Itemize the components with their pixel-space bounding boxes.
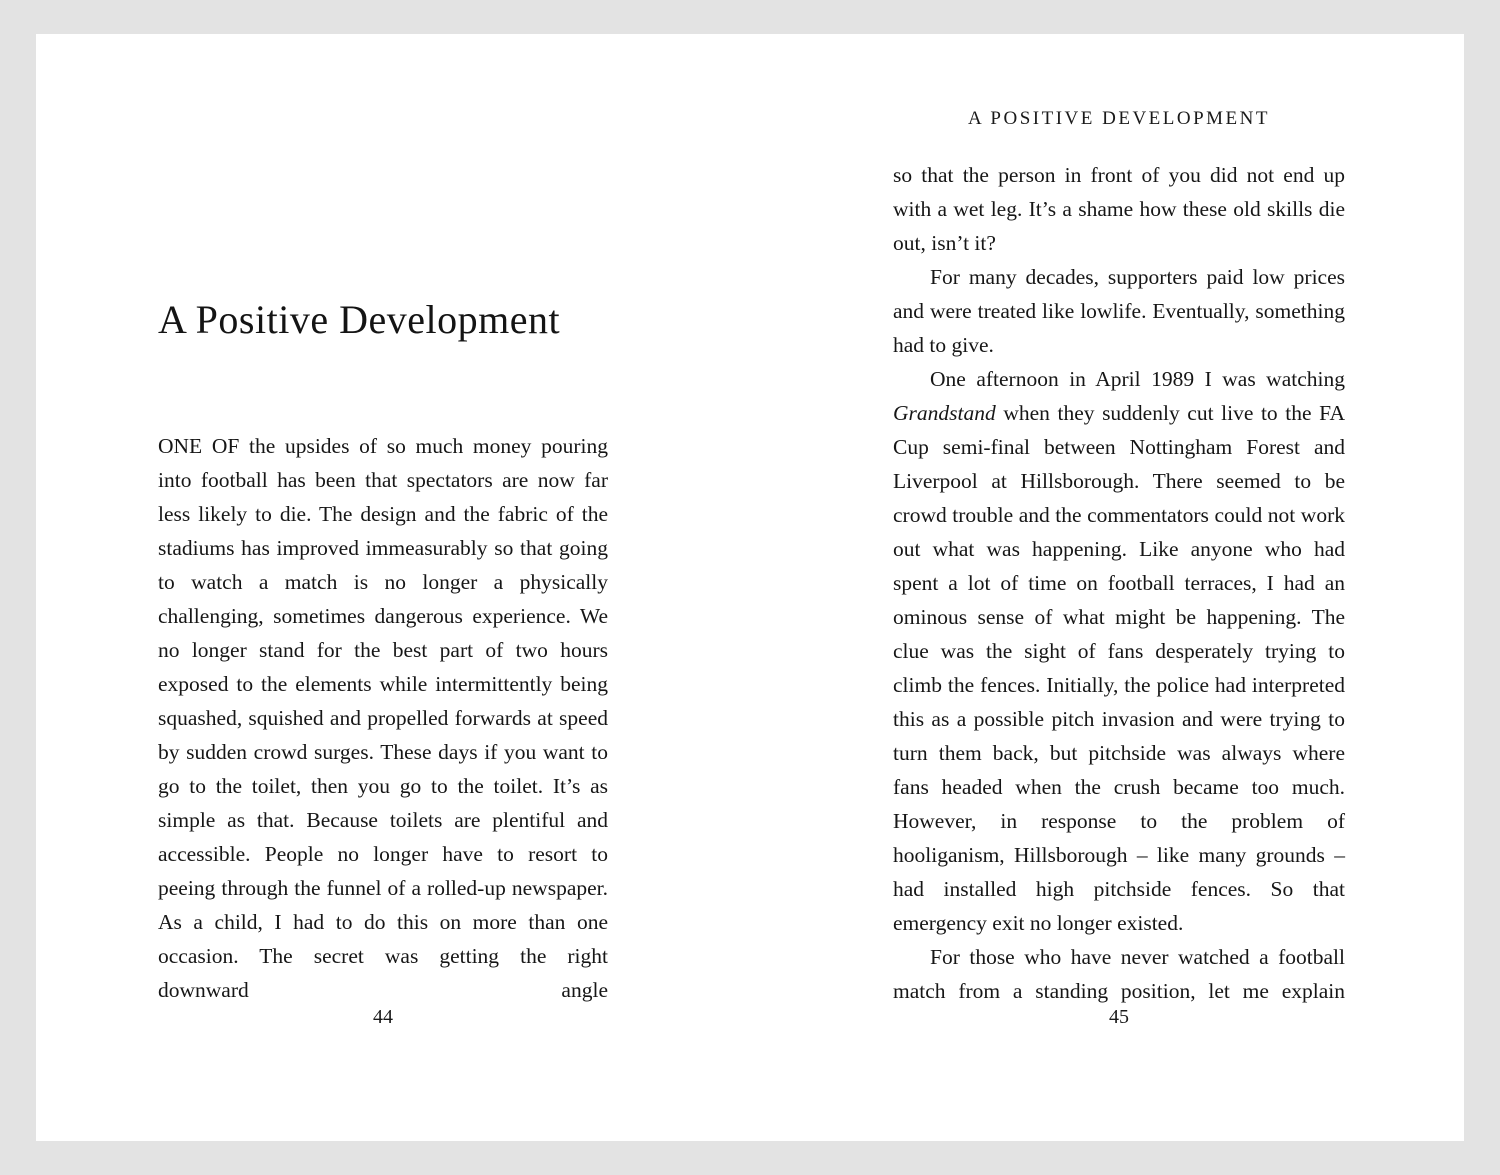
left-page-number: 44 xyxy=(373,1006,393,1028)
right-page-body xyxy=(893,158,1345,1008)
running-header: A POSITIVE DEVELOPMENT xyxy=(968,108,1270,129)
paragraph xyxy=(158,429,608,1007)
text-run: so that the person in front of you did not end up with a wet leg. It’s a shame how these old skills die out, isn’t it? xyxy=(893,163,1345,255)
book-spread xyxy=(36,34,1464,1141)
italic-text-run: Grandstand xyxy=(893,401,996,425)
text-run: ONE OF the upsides of so much money pouring into football has been that spectators are now far less likely to die. The design and the fabric of the stadiums has improved immeasurably so that going to watch a match is no longer a physically challenging, sometimes dangerous experience. We no longer stand for the best part of two hours exposed to the elements while intermittently being squashed, squished and propelled forwards at speed by sudden crowd surges. These days if you want to go to the toilet, then you go to the toilet. It’s as simple as that. Because toilets are plentiful and accessible. People no longer have to resort to peeing through the funnel of a rolled-up newspaper. As a child, I had to do this on more than one occasion. The secret was getting the right downward angle xyxy=(158,434,608,1002)
paragraph xyxy=(893,362,1345,940)
text-run: For those who have never watched a football match from a standing position, let me explain xyxy=(893,945,1345,1003)
text-run: when they suddenly cut live to the FA Cup semi-final between Nottingham Forest and Liverpool at Hillsborough. There seemed to be crowd trouble and the commentators could not work out what was happening. Like anyone who had spent a lot of time on football terraces, I had an ominous sense of what might be happening. The clue was the sight of fans desperately trying to climb the fences. Initially, the police had interpreted this as a possible pitch invasion and were trying to turn them back, but pitchside was always where fans headed when the crush became too much. However, in response to the problem of hooliganism, Hillsborough – like many grounds – had installed high pitchside fences. So that emergency exit no longer existed. xyxy=(893,401,1345,935)
paragraph xyxy=(893,940,1345,1008)
text-run: For many decades, supporters paid low prices and were treated like lowlife. Eventually, something had to give. xyxy=(893,265,1345,357)
left-page xyxy=(158,34,608,1141)
paragraph xyxy=(893,260,1345,362)
text-run: One afternoon in April 1989 I was watching xyxy=(930,367,1345,391)
right-page xyxy=(893,34,1345,1141)
paragraph xyxy=(893,158,1345,260)
right-page-number: 45 xyxy=(1109,1006,1129,1028)
chapter-title: A Positive Development xyxy=(158,297,561,342)
left-page-body xyxy=(158,429,608,1007)
